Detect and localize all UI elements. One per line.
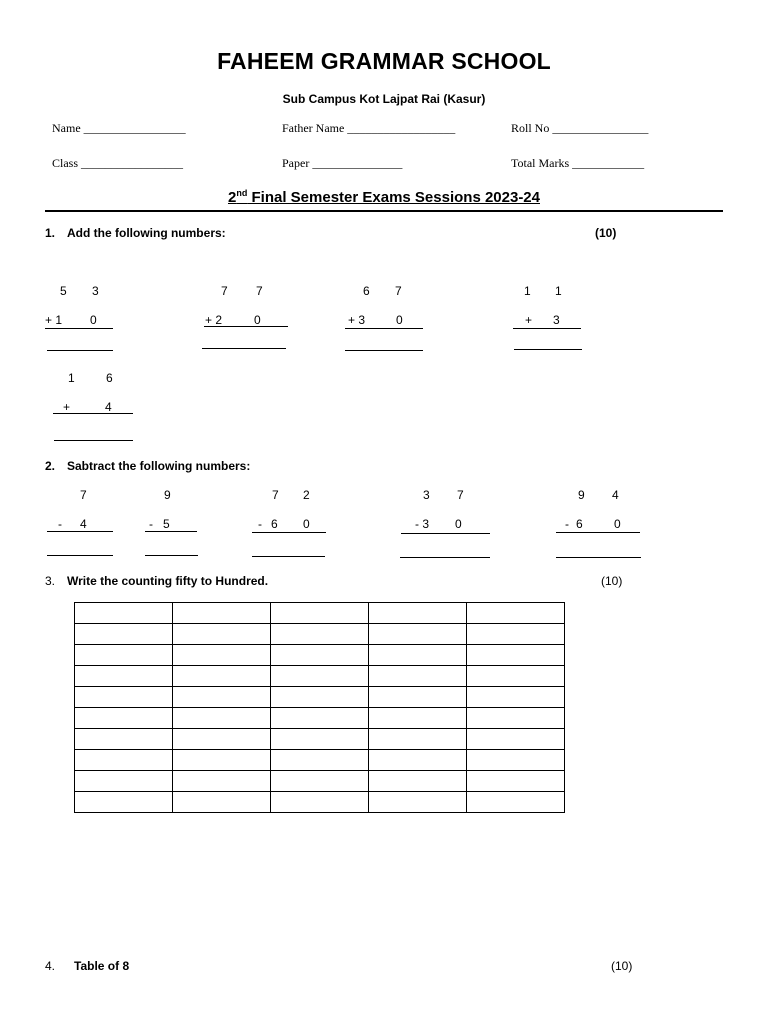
q1-p5-digit-b: 6 bbox=[106, 371, 113, 385]
exam-title: Final Semester Exams Sessions 2023-24 bbox=[247, 189, 540, 206]
q2-p3-digit-b: 2 bbox=[303, 488, 310, 502]
grid-row bbox=[75, 792, 565, 813]
grid-cell[interactable] bbox=[75, 687, 173, 708]
q2-p3-underline bbox=[252, 532, 326, 533]
father-name-field: Father Name __________________ bbox=[282, 121, 456, 135]
q1-p2-digit-c: 0 bbox=[254, 313, 261, 327]
question-1-text: Add the following numbers: bbox=[67, 226, 226, 240]
grid-cell[interactable] bbox=[75, 792, 173, 813]
grid-cell[interactable] bbox=[369, 708, 467, 729]
roll-no-field: Roll No ________________ bbox=[511, 121, 649, 135]
grid-cell[interactable] bbox=[467, 666, 565, 687]
q2-p1-answer-line bbox=[47, 555, 113, 556]
question-1-marks: (10) bbox=[595, 226, 617, 240]
grid-cell[interactable] bbox=[369, 729, 467, 750]
paper-field: Paper _______________ bbox=[282, 156, 403, 170]
q1-p4-digit-a: 1 bbox=[524, 284, 531, 298]
question-1 bbox=[45, 226, 226, 240]
question-4-number: 4. bbox=[45, 959, 56, 973]
grid-cell[interactable] bbox=[369, 645, 467, 666]
grid-cell[interactable] bbox=[75, 645, 173, 666]
grid-cell[interactable] bbox=[369, 771, 467, 792]
grid-cell[interactable] bbox=[173, 729, 271, 750]
grid-row bbox=[75, 729, 565, 750]
q1-p4-answer-line bbox=[514, 349, 582, 350]
q2-p1-digit-c: 4 bbox=[80, 517, 87, 531]
exam-ordinal: 2 bbox=[227, 189, 237, 206]
q1-p2-digit-b: 7 bbox=[256, 284, 263, 298]
q2-p2-operator: - bbox=[149, 517, 153, 531]
grid-row bbox=[75, 603, 565, 624]
grid-cell[interactable] bbox=[173, 708, 271, 729]
q2-p4-digit-a: 3 bbox=[423, 488, 430, 502]
grid-cell[interactable] bbox=[369, 603, 467, 624]
grid-cell[interactable] bbox=[467, 750, 565, 771]
q2-p4-digit-b: 7 bbox=[457, 488, 464, 502]
grid-cell[interactable] bbox=[75, 708, 173, 729]
question-4-marks: (10) bbox=[611, 959, 633, 973]
exam-ordinal-suffix: nd bbox=[236, 188, 248, 198]
grid-cell[interactable] bbox=[369, 750, 467, 771]
q1-p2-digit-a: 7 bbox=[221, 284, 228, 298]
grid-cell[interactable] bbox=[75, 729, 173, 750]
q2-p3-digit-c2: 0 bbox=[303, 517, 310, 531]
grid-cell[interactable] bbox=[467, 729, 565, 750]
school-name: FAHEEM GRAMMAR SCHOOL bbox=[217, 48, 551, 74]
grid-cell[interactable] bbox=[173, 687, 271, 708]
grid-cell[interactable] bbox=[271, 729, 369, 750]
header-divider bbox=[45, 210, 723, 212]
grid-cell[interactable] bbox=[271, 603, 369, 624]
q1-p1-digit-a: 5 bbox=[60, 284, 67, 298]
q1-p5-digit-c: 4 bbox=[105, 400, 112, 414]
grid-cell[interactable] bbox=[75, 666, 173, 687]
campus-subtitle: Sub Campus Kot Lajpat Rai (Kasur) bbox=[282, 92, 486, 106]
grid-cell[interactable] bbox=[271, 708, 369, 729]
q2-p4-answer-line bbox=[400, 557, 490, 558]
question-4 bbox=[45, 959, 129, 973]
q2-p2-digit-a: 9 bbox=[164, 488, 171, 502]
q1-p2-answer-line bbox=[202, 348, 286, 349]
grid-cell[interactable] bbox=[467, 771, 565, 792]
q2-p3-operator: - bbox=[258, 517, 262, 531]
grid-cell[interactable] bbox=[467, 708, 565, 729]
grid-cell[interactable] bbox=[271, 750, 369, 771]
grid-cell[interactable] bbox=[271, 624, 369, 645]
grid-cell[interactable] bbox=[271, 666, 369, 687]
grid-cell[interactable] bbox=[467, 603, 565, 624]
grid-cell[interactable] bbox=[173, 750, 271, 771]
question-1-number: 1. bbox=[45, 226, 56, 240]
q2-p5-operator: - bbox=[565, 517, 569, 531]
grid-cell[interactable] bbox=[467, 624, 565, 645]
question-3 bbox=[45, 574, 268, 588]
grid-cell[interactable] bbox=[75, 624, 173, 645]
q1-p3-answer-line bbox=[345, 350, 423, 351]
q1-p1-operator: + 1 bbox=[45, 313, 63, 327]
q1-p5-underline bbox=[53, 413, 133, 414]
q2-p5-digit-c1: 6 bbox=[576, 517, 583, 531]
q2-p5-digit-c2: 0 bbox=[614, 517, 621, 531]
grid-row bbox=[75, 645, 565, 666]
q1-p5-digit-a: 1 bbox=[68, 371, 75, 385]
grid-cell[interactable] bbox=[467, 792, 565, 813]
q1-p3-operator: + 3 bbox=[348, 313, 366, 327]
question-2-number: 2. bbox=[45, 459, 56, 473]
q2-p4-underline bbox=[401, 533, 490, 534]
q2-p2-digit-c: 5 bbox=[163, 517, 170, 531]
question-2 bbox=[45, 459, 250, 473]
question-3-number: 3. bbox=[45, 574, 56, 588]
q1-p1-underline bbox=[45, 328, 113, 329]
name-field: Name _________________ bbox=[52, 121, 186, 135]
q2-p5-underline bbox=[556, 532, 640, 533]
grid-cell[interactable] bbox=[271, 645, 369, 666]
counting-grid bbox=[74, 602, 565, 813]
q1-p5-answer-line bbox=[54, 440, 133, 441]
grid-cell[interactable] bbox=[369, 624, 467, 645]
q2-p3-digit-a: 7 bbox=[272, 488, 279, 502]
grid-cell[interactable] bbox=[173, 645, 271, 666]
class-field: Class _________________ bbox=[52, 156, 184, 170]
grid-cell[interactable] bbox=[271, 771, 369, 792]
grid-cell[interactable] bbox=[173, 624, 271, 645]
grid-cell[interactable] bbox=[173, 603, 271, 624]
grid-cell[interactable] bbox=[173, 792, 271, 813]
q1-p3-digit-a: 6 bbox=[363, 284, 370, 298]
q2-p2-underline bbox=[145, 531, 197, 532]
grid-row bbox=[75, 771, 565, 792]
grid-row bbox=[75, 687, 565, 708]
q1-p1-digit-c: 0 bbox=[90, 313, 97, 327]
grid-row bbox=[75, 708, 565, 729]
total-marks-field: Total Marks ____________ bbox=[511, 156, 645, 170]
q1-p2-operator: + 2 bbox=[205, 313, 223, 327]
question-4-text: Table of 8 bbox=[74, 959, 130, 973]
grid-cell[interactable] bbox=[75, 771, 173, 792]
exam-heading bbox=[0, 188, 768, 206]
q1-p1-digit-b: 3 bbox=[92, 284, 99, 298]
grid-cell[interactable] bbox=[173, 666, 271, 687]
q1-p3-digit-b: 7 bbox=[395, 284, 402, 298]
q2-p5-digit-a: 9 bbox=[578, 488, 585, 502]
q1-p3-underline bbox=[345, 328, 423, 329]
question-2-text: Sabtract the following numbers: bbox=[67, 459, 251, 473]
grid-cell[interactable] bbox=[467, 645, 565, 666]
q2-p1-underline bbox=[47, 531, 113, 532]
q1-p4-digit-b: 1 bbox=[555, 284, 562, 298]
q1-p1-answer-line bbox=[47, 350, 113, 351]
grid-cell[interactable] bbox=[271, 687, 369, 708]
q1-p4-digit-c: 3 bbox=[553, 313, 560, 327]
q2-p1-digit-a: 7 bbox=[80, 488, 87, 502]
q2-p5-answer-line bbox=[556, 557, 641, 558]
question-3-marks: (10) bbox=[601, 574, 623, 588]
q2-p2-answer-line bbox=[145, 555, 198, 556]
q1-p2-underline bbox=[204, 326, 288, 327]
q1-p4-underline bbox=[513, 328, 581, 329]
grid-cell[interactable] bbox=[75, 750, 173, 771]
grid-row bbox=[75, 666, 565, 687]
grid-row bbox=[75, 750, 565, 771]
q2-p4-operator: - 3 bbox=[415, 517, 430, 531]
grid-cell[interactable] bbox=[173, 771, 271, 792]
grid-cell[interactable] bbox=[369, 666, 467, 687]
grid-cell[interactable] bbox=[467, 687, 565, 708]
q2-p1-operator: - bbox=[58, 517, 62, 531]
q1-p4-operator: + bbox=[525, 313, 533, 327]
grid-cell[interactable] bbox=[75, 603, 173, 624]
q1-p3-digit-c: 0 bbox=[396, 313, 403, 327]
q2-p3-answer-line bbox=[252, 556, 325, 557]
q1-p5-operator: + bbox=[63, 400, 71, 414]
q2-p3-digit-c1: 6 bbox=[271, 517, 278, 531]
grid-cell[interactable] bbox=[369, 687, 467, 708]
q2-p5-digit-b: 4 bbox=[612, 488, 619, 502]
grid-cell[interactable] bbox=[369, 792, 467, 813]
q2-p4-digit-c2: 0 bbox=[455, 517, 462, 531]
grid-cell[interactable] bbox=[271, 792, 369, 813]
question-3-text: Write the counting fifty to Hundred. bbox=[67, 574, 269, 588]
grid-row bbox=[75, 624, 565, 645]
